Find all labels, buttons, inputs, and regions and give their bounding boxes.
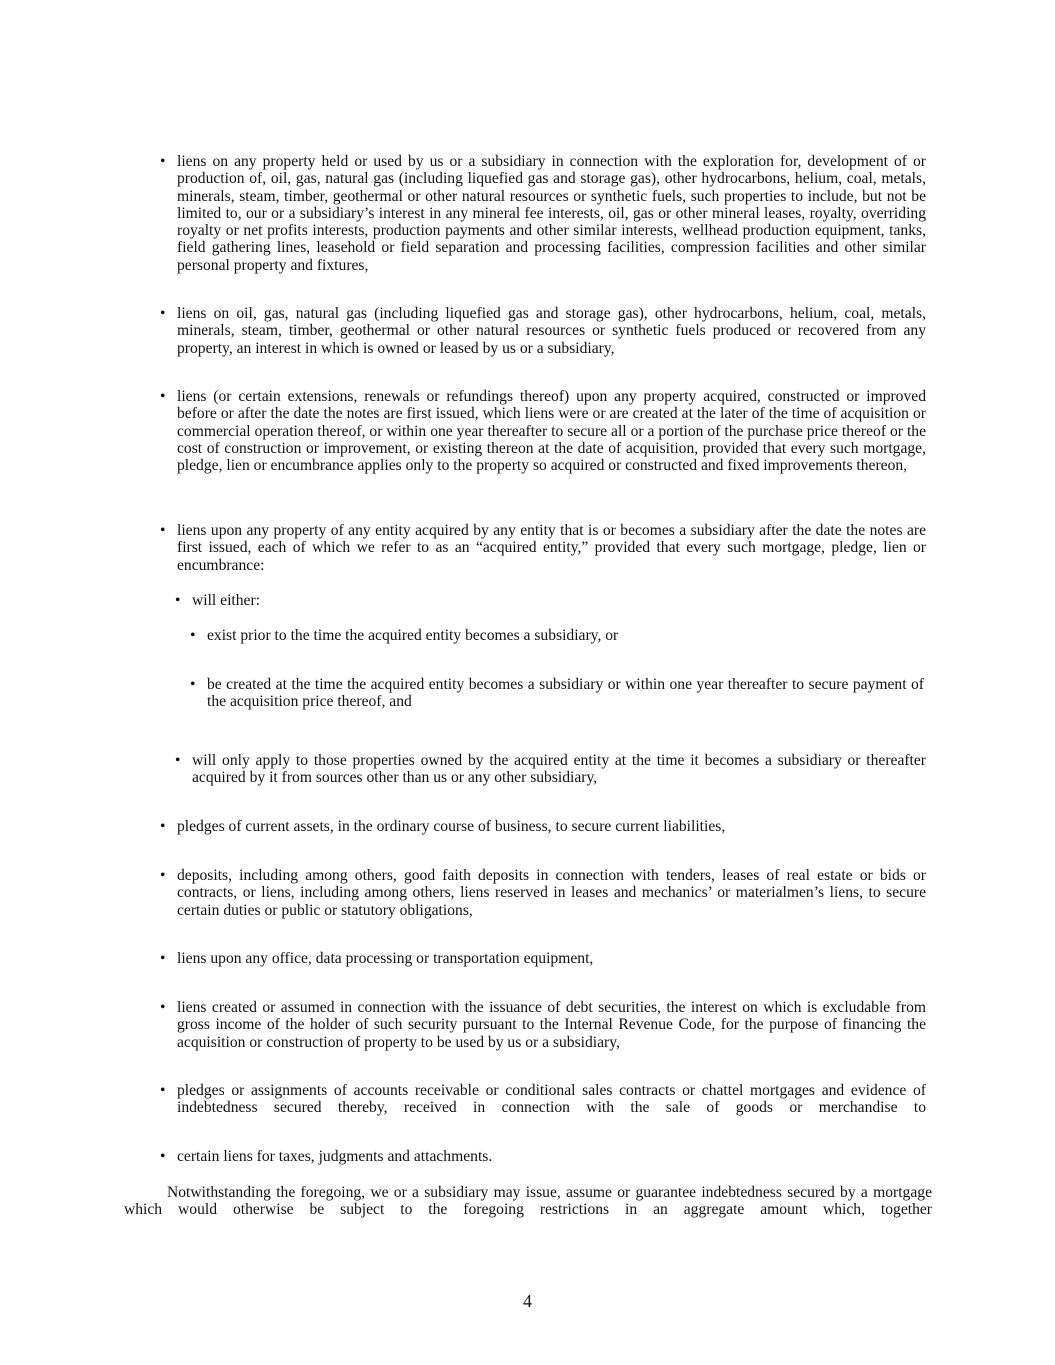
bullet-icon: •	[160, 388, 166, 405]
bullet-icon: •	[190, 676, 196, 693]
list-item-text: liens created or assumed in connection with the issuance of debt securities, the interest on which is excludable from gross income of the holder of such security pursuant to the Internal Revenue Code, for the purpose of financing the acquisition or construction of property to be used by us or a subsidiary,	[177, 999, 926, 1051]
list-item	[160, 1082, 926, 1117]
list-item-text: deposits, including among others, good faith deposits in connection with tenders, leases of real estate or bids or contracts, or liens, including among others, liens reserved in leases and mechanics’ or materialmen’s liens, to secure certain duties or public or statutory obligations,	[177, 867, 926, 919]
sub-sub-list-item	[190, 627, 924, 644]
list-item	[160, 818, 926, 835]
list-item	[160, 867, 926, 919]
list-item	[160, 522, 926, 574]
list-item	[160, 153, 926, 274]
list-item	[160, 999, 926, 1051]
list-item-text: liens (or certain extensions, renewals or refundings thereof) upon any property acquired, constructed or improved before or after the date the notes are first issued, which liens were or are created at the later of the time of acquisition or commercial operation thereof, or within one year thereafter to secure all or a portion of the purchase price thereof or the cost of construction or improvement, or existing thereon at the date of acquisition, provided that every such mortgage, pledge, lien or encumbrance applies only to the property so acquired or constructed and fixed improvements thereon,	[177, 388, 926, 475]
list-item-text: pledges or assignments of accounts receivable or conditional sales contracts or chattel mortgages and evidence of indebtedness secured thereby, received in connection with the sale of goods or merchandise to	[177, 1082, 926, 1117]
list-item-text: exist prior to the time the acquired entity becomes a subsidiary, or	[207, 627, 619, 644]
bullet-icon: •	[175, 592, 181, 609]
sub-list-item	[175, 752, 926, 787]
bullet-icon: •	[160, 818, 166, 835]
bullet-icon: •	[190, 627, 196, 644]
sub-sub-list-item	[190, 676, 924, 711]
bullet-icon: •	[160, 305, 166, 322]
list-item-text: liens on oil, gas, natural gas (including liquefied gas and storage gas), other hydrocarbons, helium, coal, metals, minerals, steam, timber, geothermal or other natural resources or synthetic fuels produced or recovered from any property, an interest in which is owned or leased by us or a subsidiary,	[177, 305, 926, 357]
body-paragraph: Notwithstanding the foregoing, we or a subsidiary may issue, assume or guarantee indebtedness secured by a mortgage which would otherwise be subject to the foregoing restrictions in an aggregate amount which, together	[124, 1184, 932, 1219]
list-item	[160, 1148, 926, 1165]
list-item	[160, 950, 926, 967]
list-item-text: pledges of current assets, in the ordinary course of business, to secure current liabilities,	[177, 818, 726, 835]
list-item-text: certain liens for taxes, judgments and attachments.	[177, 1148, 493, 1165]
bullet-icon: •	[160, 867, 166, 884]
bullet-icon: •	[160, 153, 166, 170]
list-item-text: will either:	[192, 592, 260, 609]
list-item-text: be created at the time the acquired entity becomes a subsidiary or within one year thereafter to secure payment of the acquisition price thereof, and	[207, 676, 924, 711]
bullet-icon: •	[160, 522, 166, 539]
list-item-text: liens upon any office, data processing or transportation equipment,	[177, 950, 594, 967]
bullet-icon: •	[175, 752, 181, 769]
list-item-text: liens upon any property of any entity acquired by any entity that is or becomes a subsidiary after the date the notes are first issued, each of which we refer to as an “acquired entity,” provided that every such mortgage, pledge, lien or encumbrance:	[177, 522, 926, 574]
list-item-text: will only apply to those properties owned by the acquired entity at the time it becomes a subsidiary or thereafter acquired by it from sources other than us or any other subsidiary,	[192, 752, 926, 787]
sub-list-item	[175, 592, 926, 609]
bullet-icon: •	[160, 999, 166, 1016]
list-item-text: liens on any property held or used by us or a subsidiary in connection with the exploration for, development of or production of, oil, gas, natural gas (including liquefied gas and storage gas), other hydrocarbons, helium, coal, metals, minerals, steam, timber, geothermal or other natural resources or synthetic fuels, such properties to include, but not be limited to, our or a subsidiary’s interest in any mineral fee interests, oil, gas or other mineral leases, royalty, overriding royalty or net profits interests, production payments and other similar interests, wellhead production equipment, tanks, field gathering lines, leasehold or field separation and processing facilities, compression facilities and other similar personal property and fixtures,	[177, 153, 926, 274]
list-item	[160, 305, 926, 357]
bullet-icon: •	[160, 950, 166, 967]
bullet-icon: •	[160, 1148, 166, 1165]
page-number: 4	[523, 1291, 532, 1311]
bullet-icon: •	[160, 1082, 166, 1099]
list-item	[160, 388, 926, 475]
